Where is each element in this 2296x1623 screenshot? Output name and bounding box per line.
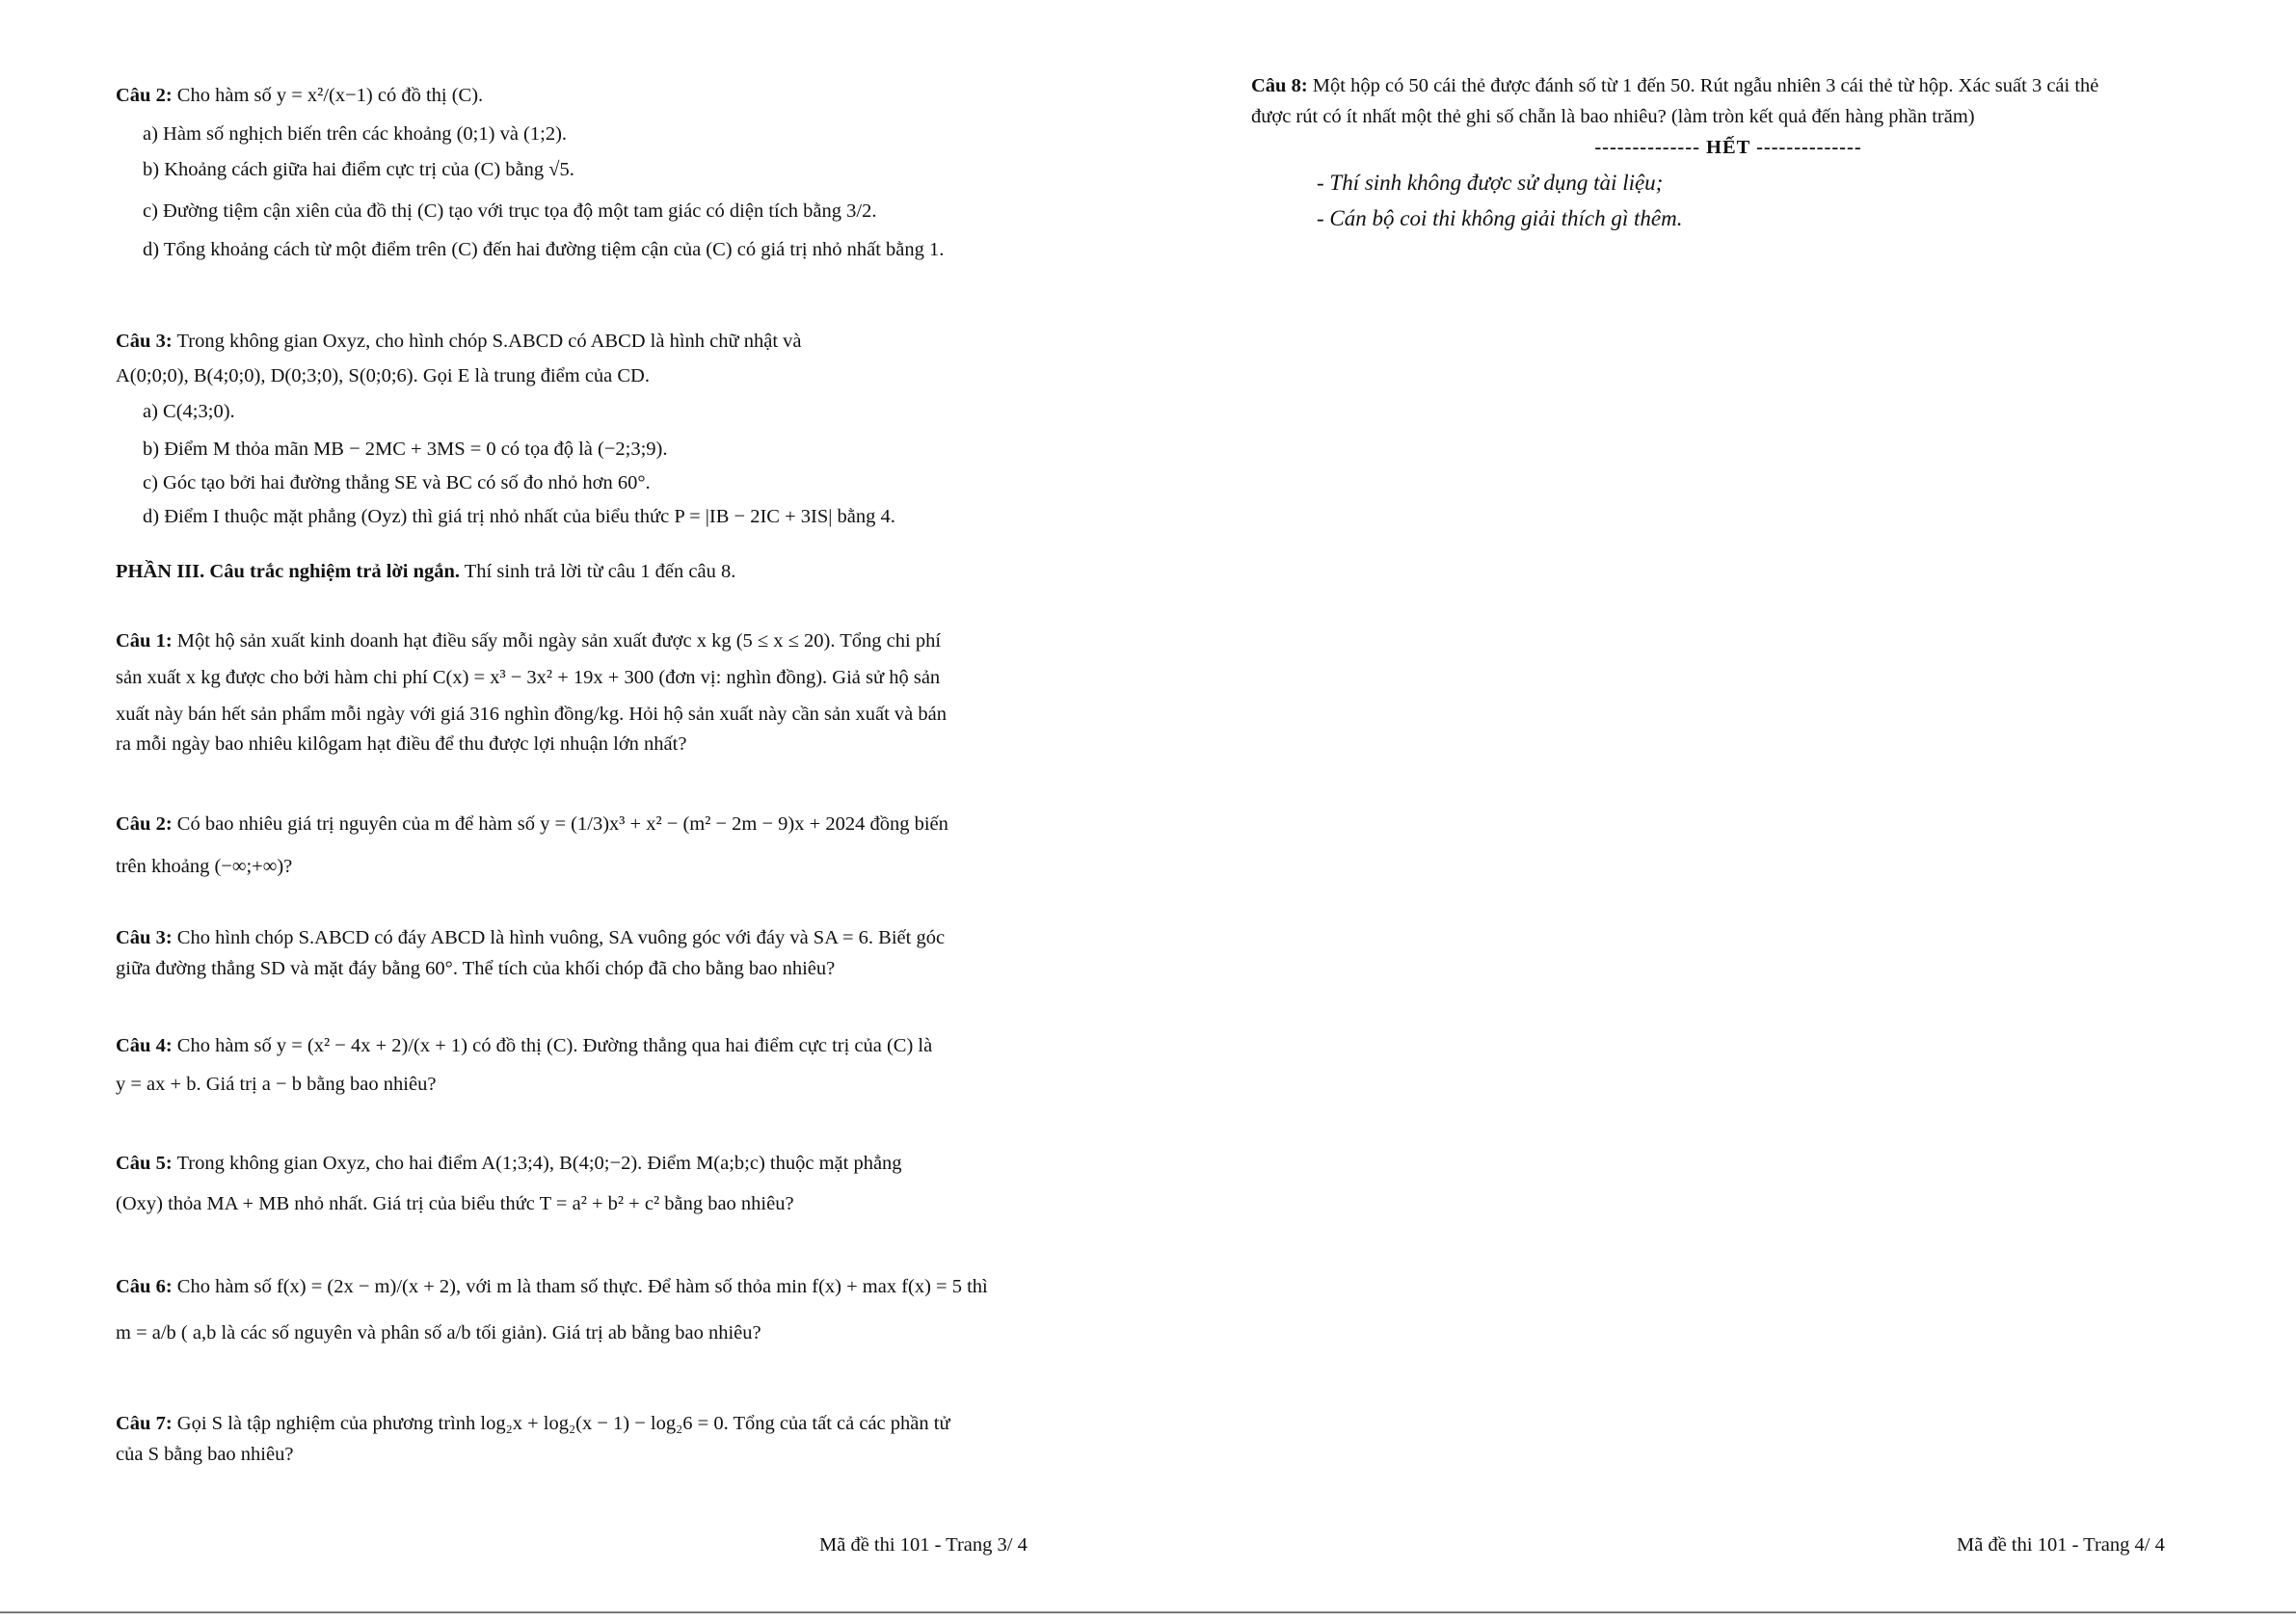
p4-text-1: Cho hàm số y = (x² − 4x + 2)/(x + 1) có đồ thị (C). Đường thẳng qua hai điểm cực trị của (C) là — [176, 1035, 933, 1056]
p1-text-1: Một hộ sản xuất kinh doanh hạt điều sấy mỗi ngày sản xuất được x kg (5 ≤ x ≤ 20). Tổng chi phí — [176, 630, 942, 652]
p5-head: Câu 5: — [116, 1153, 173, 1174]
c2-option-b: b) Khoảng cách giữa hai điểm cực trị của (C) bằng √5. — [143, 159, 574, 181]
part-3-title: PHẦN III. Câu trắc nghiệm trả lời ngắn. — [116, 561, 461, 582]
p3-text-1: Cho hình chóp S.ABCD có đáy ABCD là hình vuông, SA vuông góc với đáy và SA = 6. Biết góc — [176, 927, 946, 948]
p4-text-2: y = ax + b. Giá trị a − b bằng bao nhiêu? — [116, 1074, 437, 1096]
c3-option-a: a) C(4;3;0). — [143, 401, 235, 423]
c8-line-1 — [1251, 73, 2205, 98]
p3-line-1 — [116, 925, 1060, 950]
end-marker: -------------- HẾT -------------- — [1594, 137, 1862, 159]
question-block-p2 — [116, 812, 1060, 879]
c8-head: Câu 8: — [1251, 75, 1308, 96]
footer-page-3: Mã đề thi 101 - Trang 3/ 4 — [819, 1534, 1028, 1556]
p6-head: Câu 6: — [116, 1276, 173, 1297]
p2-text-1: Có bao nhiêu giá trị nguyên của m để hàm số y = (1/3)x³ + x² − (m² − 2m − 9)x + 2024 đồng biến — [176, 813, 948, 835]
p6-text-2: m = a/b ( a,b là các số nguyên và phân số a/b tối giản). Giá trị ab bằng bao nhiêu? — [116, 1322, 761, 1344]
p7-line-1 — [116, 1411, 1060, 1436]
note-2: - Cán bộ coi thi không giải thích gì thêm. — [1317, 206, 1683, 231]
scan-bottom-edge — [0, 1611, 2296, 1613]
question-block-c2 — [116, 83, 1060, 262]
p2-head: Câu 2: — [116, 813, 173, 835]
c3-head: Câu 3: — [116, 331, 173, 352]
part-3-heading — [116, 559, 1060, 584]
p7-text-2: của S bằng bao nhiêu? — [116, 1444, 294, 1466]
c3-text-2: A(0;0;0), B(4;0;0), D(0;3;0), S(0;0;6). Gọi E là trung điểm của CD. — [116, 365, 650, 387]
question-block-p3 — [116, 925, 1060, 981]
question-block-p5 — [116, 1151, 1060, 1216]
p5-text-1: Trong không gian Oxyz, cho hai điểm A(1;3;4), B(4;0;−2). Điểm M(a;b;c) thuộc mặt phẳng — [176, 1153, 902, 1174]
c2-option-a: a) Hàm số nghịch biến trên các khoảng (0;1) và (1;2). — [143, 123, 568, 146]
p5-text-2: (Oxy) thỏa MA + MB nhỏ nhất. Giá trị của biểu thức T = a² + b² + c² bằng bao nhiêu? — [116, 1193, 794, 1215]
p5-line-1 — [116, 1151, 1060, 1176]
footer-page-4: Mã đề thi 101 - Trang 4/ 4 — [1957, 1534, 2165, 1556]
c2-text: Cho hàm số y = x²/(x−1) có đồ thị (C). — [176, 85, 484, 106]
c3-text-1: Trong không gian Oxyz, cho hình chóp S.ABCD có ABCD là hình chữ nhật và — [176, 331, 802, 352]
p1-text-4: ra mỗi ngày bao nhiêu kilôgam hạt điều để thu được lợi nhuận lớn nhất? — [116, 732, 687, 755]
c2-line — [116, 83, 1060, 108]
question-block-c3 — [116, 329, 1060, 529]
p7-text-1: Gọi S là tập nghiệm của phương trình log₂x + log₂(x − 1) − log₂6 = 0. Tổng của tất cả các phần tử — [176, 1413, 950, 1434]
note-1: - Thí sinh không được sử dụng tài liệu; — [1317, 170, 1664, 195]
question-block-p1 — [116, 628, 1060, 757]
p1-line-1 — [116, 628, 1060, 653]
p1-text-3: xuất này bán hết sản phẩm mỗi ngày với giá 316 nghìn đồng/kg. Hỏi hộ sản xuất này cần sản xuất và bán — [116, 704, 947, 726]
question-block-p7 — [116, 1411, 1060, 1467]
p3-text-2: giữa đường thẳng SD và mặt đáy bằng 60°. Thể tích của khối chóp đã cho bằng bao nhiêu? — [116, 958, 836, 980]
p6-text-1: Cho hàm số f(x) = (2x − m)/(x + 2), với m là tham số thực. Để hàm số thỏa min f(x) + max f(x) = 5 thì — [176, 1276, 988, 1297]
c2-option-c: c) Đường tiệm cận xiên của đồ thị (C) tạo với trục tọa độ một tam giác có diện tích bằng 3/2. — [143, 200, 877, 222]
p3-head: Câu 3: — [116, 927, 173, 948]
page-4-right — [1251, 73, 2205, 241]
p1-text-2: sản xuất x kg được cho bởi hàm chi phí C(x) = x³ − 3x² + 19x + 300 (đơn vị: nghìn đồng). Giả sử hộ sản — [116, 667, 941, 689]
p2-line-1 — [116, 812, 1060, 837]
c3-option-c: c) Góc tạo bởi hai đường thẳng SE và BC có số đo nhỏ hơn 60°. — [143, 471, 651, 493]
c2-head: Câu 2: — [116, 85, 173, 106]
p4-line-1 — [116, 1033, 1060, 1058]
p7-head: Câu 7: — [116, 1413, 173, 1434]
c2-option-d: d) Tổng khoảng cách từ một điểm trên (C) đến hai đường tiệm cận của (C) có giá trị nhỏ nhất bằng 1. — [143, 238, 945, 260]
question-block-p4 — [116, 1033, 1060, 1097]
c3-option-d: d) Điểm I thuộc mặt phẳng (Oyz) thì giá trị nhỏ nhất của biểu thức P = |IB − 2IC + 3IS| bằng 4. — [143, 506, 895, 528]
p1-head: Câu 1: — [116, 630, 173, 652]
p4-head: Câu 4: — [116, 1035, 173, 1056]
c8-text-2: được rút có ít nhất một thẻ ghi số chẵn là bao nhiêu? (làm tròn kết quả đến hàng phần trăm) — [1251, 106, 1975, 128]
p6-line-1 — [116, 1274, 1060, 1299]
p2-text-2: trên khoảng (−∞;+∞)? — [116, 856, 293, 878]
part-3-line — [116, 559, 1060, 584]
part-3-instruction: Thí sinh trả lời từ câu 1 đến câu 8. — [464, 561, 736, 582]
c3-line-1 — [116, 329, 1060, 354]
c8-text-1: Một hộp có 50 cái thẻ được đánh số từ 1 đến 50. Rút ngẫu nhiên 3 cái thẻ từ hộp. Xác suất 3 cái thẻ — [1312, 75, 2099, 96]
c3-option-b: b) Điểm M thỏa mãn MB − 2MC + 3MS = 0 có tọa độ là (−2;3;9). — [143, 438, 668, 460]
question-block-p6 — [116, 1274, 1060, 1345]
